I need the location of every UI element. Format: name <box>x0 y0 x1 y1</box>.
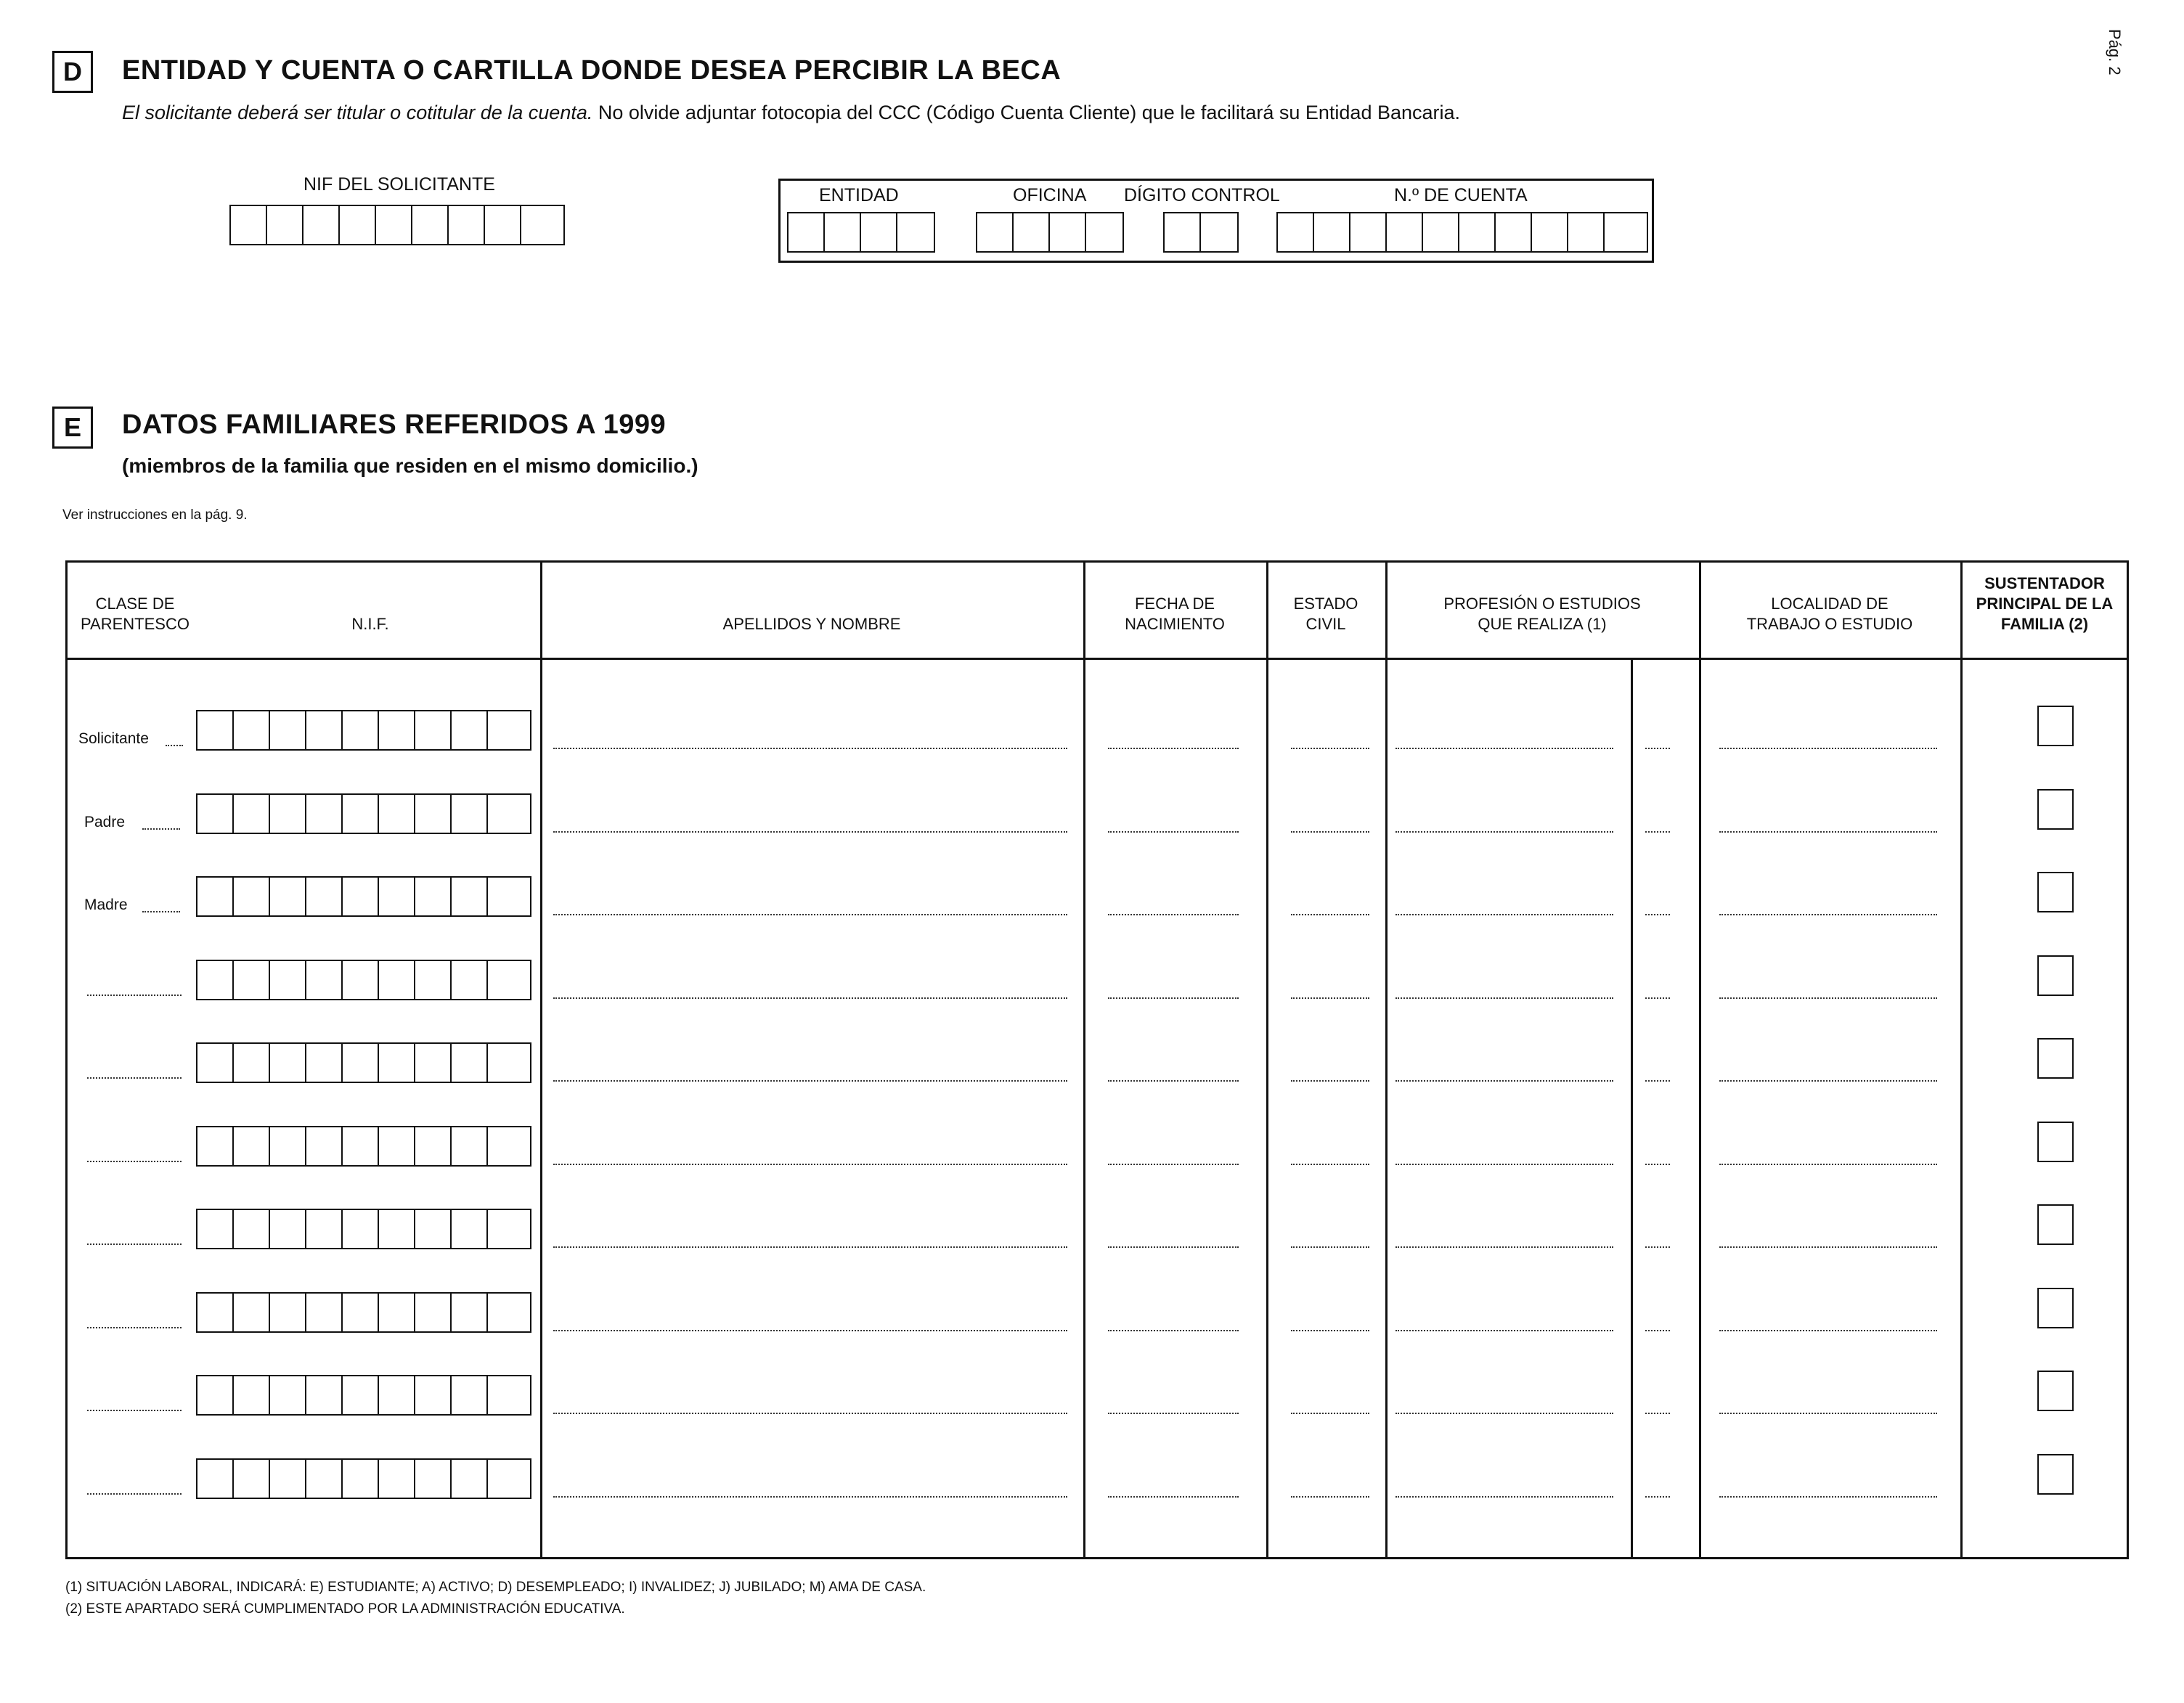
numero-cuenta-label: N.º DE CUENTA <box>1394 185 1528 205</box>
row-nif-input[interactable] <box>196 876 531 917</box>
profesion-code-field[interactable] <box>1645 831 1670 833</box>
sustentador-checkbox[interactable] <box>2037 1371 2074 1411</box>
section-e-letter: E <box>52 407 93 449</box>
fecha-nacimiento-field[interactable] <box>1108 997 1239 999</box>
header-divider <box>65 658 2129 660</box>
sustentador-checkbox[interactable] <box>2037 1454 2074 1495</box>
apellidos-field[interactable] <box>553 1330 1067 1331</box>
sustentador-checkbox[interactable] <box>2037 1288 2074 1328</box>
profesion-code-field[interactable] <box>1645 1080 1670 1082</box>
localidad-field[interactable] <box>1719 914 1937 915</box>
profesion-code-field[interactable] <box>1645 914 1670 915</box>
row-nif-input[interactable] <box>196 1375 531 1416</box>
section-d-title: ENTIDAD Y CUENTA O CARTILLA DONDE DESEA PERCIBIR LA BECA <box>122 55 1062 86</box>
digito-control-input[interactable] <box>1163 212 1239 253</box>
estado-civil-field[interactable] <box>1291 1330 1369 1331</box>
estado-civil-field[interactable] <box>1291 1413 1369 1414</box>
estado-civil-field[interactable] <box>1291 914 1369 915</box>
digito-control-label: DÍGITO CONTROL <box>1124 185 1280 205</box>
section-d-subtitle <box>122 102 1460 124</box>
header-fecha-nacimiento: FECHA DE NACIMIENTO <box>1125 595 1225 633</box>
oficina-label: OFICINA <box>1013 185 1087 205</box>
apellidos-field[interactable] <box>553 748 1067 749</box>
profesion-field[interactable] <box>1395 997 1613 999</box>
parentesco-field[interactable] <box>87 1493 182 1495</box>
apellidos-field[interactable] <box>553 1080 1067 1082</box>
section-d-letter: D <box>52 51 93 93</box>
sustentador-checkbox[interactable] <box>2037 1122 2074 1162</box>
header-estado-civil: ESTADO CIVIL <box>1293 595 1358 633</box>
entidad-label: ENTIDAD <box>819 185 899 205</box>
localidad-field[interactable] <box>1719 1330 1937 1331</box>
sustentador-checkbox[interactable] <box>2037 789 2074 830</box>
localidad-field[interactable] <box>1719 1164 1937 1165</box>
row-nif-input[interactable] <box>196 793 531 834</box>
localidad-field[interactable] <box>1719 831 1937 833</box>
fecha-nacimiento-field[interactable] <box>1108 1164 1239 1165</box>
estado-civil-field[interactable] <box>1291 1496 1369 1498</box>
profesion-code-field[interactable] <box>1645 1164 1670 1165</box>
fecha-nacimiento-field[interactable] <box>1108 831 1239 833</box>
fecha-nacimiento-field[interactable] <box>1108 914 1239 915</box>
parentesco-field[interactable] <box>87 1161 182 1162</box>
localidad-field[interactable] <box>1719 1246 1937 1248</box>
col-divider <box>1631 658 1633 1559</box>
apellidos-field[interactable] <box>553 1246 1067 1248</box>
profesion-code-field[interactable] <box>1645 1330 1670 1331</box>
row-nif-input[interactable] <box>196 1126 531 1167</box>
profesion-code-field[interactable] <box>1645 997 1670 999</box>
parentesco-field[interactable] <box>87 995 182 996</box>
estado-civil-field[interactable] <box>1291 831 1369 833</box>
footnote-1: (1) SITUACIÓN LABORAL, INDICARÁ: E) ESTUDIANTE; A) ACTIVO; D) DESEMPLEADO; I) INVALIDEZ; J) JUBILADO; M) AMA DE CASA. <box>65 1580 926 1595</box>
sustentador-checkbox[interactable] <box>2037 1204 2074 1245</box>
apellidos-field[interactable] <box>553 1496 1067 1498</box>
localidad-field[interactable] <box>1719 1413 1937 1414</box>
estado-civil-field[interactable] <box>1291 748 1369 749</box>
estado-civil-field[interactable] <box>1291 1246 1369 1248</box>
fecha-nacimiento-field[interactable] <box>1108 1246 1239 1248</box>
fecha-nacimiento-field[interactable] <box>1108 1496 1239 1498</box>
col-divider <box>1083 560 1085 1559</box>
apellidos-field[interactable] <box>553 914 1067 915</box>
nif-solicitante-label: NIF DEL SOLICITANTE <box>303 174 495 195</box>
row-label-dots <box>142 911 180 912</box>
entidad-input[interactable] <box>787 212 935 253</box>
col-divider <box>540 560 542 1559</box>
apellidos-field[interactable] <box>553 1413 1067 1414</box>
col-divider <box>1385 560 1388 1559</box>
parentesco-field[interactable] <box>87 1243 182 1245</box>
header-nif: N.I.F. <box>351 615 389 633</box>
profesion-field[interactable] <box>1395 1330 1613 1331</box>
numero-cuenta-input[interactable] <box>1276 212 1648 253</box>
estado-civil-field[interactable] <box>1291 1080 1369 1082</box>
apellidos-field[interactable] <box>553 997 1067 999</box>
section-d-subtitle-italic: El solicitante deberá ser titular o cotitular de la cuenta. <box>122 102 593 123</box>
row-nif-input[interactable] <box>196 1209 531 1249</box>
profesion-field[interactable] <box>1395 1496 1613 1498</box>
row-nif-input[interactable] <box>196 1042 531 1083</box>
row-nif-input[interactable] <box>196 960 531 1000</box>
fecha-nacimiento-field[interactable] <box>1108 1413 1239 1414</box>
localidad-field[interactable] <box>1719 748 1937 749</box>
row-label: Padre <box>84 814 126 830</box>
profesion-field[interactable] <box>1395 914 1613 915</box>
profesion-code-field[interactable] <box>1645 1413 1670 1414</box>
instructions-note: Ver instrucciones en la pág. 9. <box>62 507 248 523</box>
fecha-nacimiento-field[interactable] <box>1108 1330 1239 1331</box>
profesion-code-field[interactable] <box>1645 1496 1670 1498</box>
profesion-code-field[interactable] <box>1645 748 1670 749</box>
row-nif-input[interactable] <box>196 1458 531 1499</box>
row-label: Solicitante <box>78 730 149 747</box>
profesion-field[interactable] <box>1395 1413 1613 1414</box>
section-e-title: DATOS FAMILIARES REFERIDOS A 1999 <box>122 409 667 440</box>
profesion-field[interactable] <box>1395 831 1613 833</box>
localidad-field[interactable] <box>1719 1080 1937 1082</box>
page-number: Pág. 2 <box>2106 29 2124 75</box>
sustentador-checkbox[interactable] <box>2037 1038 2074 1079</box>
sustentador-checkbox[interactable] <box>2037 955 2074 996</box>
sustentador-checkbox[interactable] <box>2037 872 2074 912</box>
parentesco-field[interactable] <box>87 1327 182 1328</box>
apellidos-field[interactable] <box>553 831 1067 833</box>
row-nif-input[interactable] <box>196 1292 531 1333</box>
footnote-2: (2) ESTE APARTADO SERÁ CUMPLIMENTADO POR LA ADMINISTRACIÓN EDUCATIVA. <box>65 1601 625 1617</box>
section-d-subtitle-rest: No olvide adjuntar fotocopia del CCC (Código Cuenta Cliente) que le facilitará su Entidad Bancaria. <box>592 102 1461 123</box>
row-nif-input[interactable] <box>196 710 531 751</box>
section-e-subtitle: (miembros de la familia que residen en el mismo domicilio.) <box>122 454 698 477</box>
header-clase-parentesco <box>76 594 195 634</box>
nif-solicitante-input[interactable] <box>229 205 565 245</box>
profesion-code-field[interactable] <box>1645 1246 1670 1248</box>
row-label-dots <box>142 828 180 830</box>
estado-civil-field[interactable] <box>1291 997 1369 999</box>
apellidos-field[interactable] <box>553 1164 1067 1165</box>
row-label-dots <box>166 745 183 746</box>
estado-civil-field[interactable] <box>1291 1164 1369 1165</box>
header-sustentador: SUSTENTADOR PRINCIPAL DE LA FAMILIA (2) <box>1976 574 2114 633</box>
profesion-field[interactable] <box>1395 1080 1613 1082</box>
oficina-input[interactable] <box>976 212 1124 253</box>
localidad-field[interactable] <box>1719 1496 1937 1498</box>
col-divider <box>1699 560 1701 1559</box>
sustentador-checkbox[interactable] <box>2037 706 2074 746</box>
header-clase-text: CLASE DE PARENTESCO <box>81 595 190 633</box>
header-localidad: LOCALIDAD DE TRABAJO O ESTUDIO <box>1746 595 1913 633</box>
row-label: Madre <box>84 897 128 913</box>
col-divider <box>1266 560 1268 1559</box>
parentesco-field[interactable] <box>87 1077 182 1079</box>
profesion-field[interactable] <box>1395 1164 1613 1165</box>
parentesco-field[interactable] <box>87 1410 182 1411</box>
profesion-field[interactable] <box>1395 748 1613 749</box>
header-apellidos: APELLIDOS Y NOMBRE <box>722 615 901 633</box>
header-profesion: PROFESIÓN O ESTUDIOS QUE REALIZA (1) <box>1443 595 1641 633</box>
fecha-nacimiento-field[interactable] <box>1108 1080 1239 1082</box>
fecha-nacimiento-field[interactable] <box>1108 748 1239 749</box>
profesion-field[interactable] <box>1395 1246 1613 1248</box>
localidad-field[interactable] <box>1719 997 1937 999</box>
col-divider <box>1960 560 1963 1559</box>
